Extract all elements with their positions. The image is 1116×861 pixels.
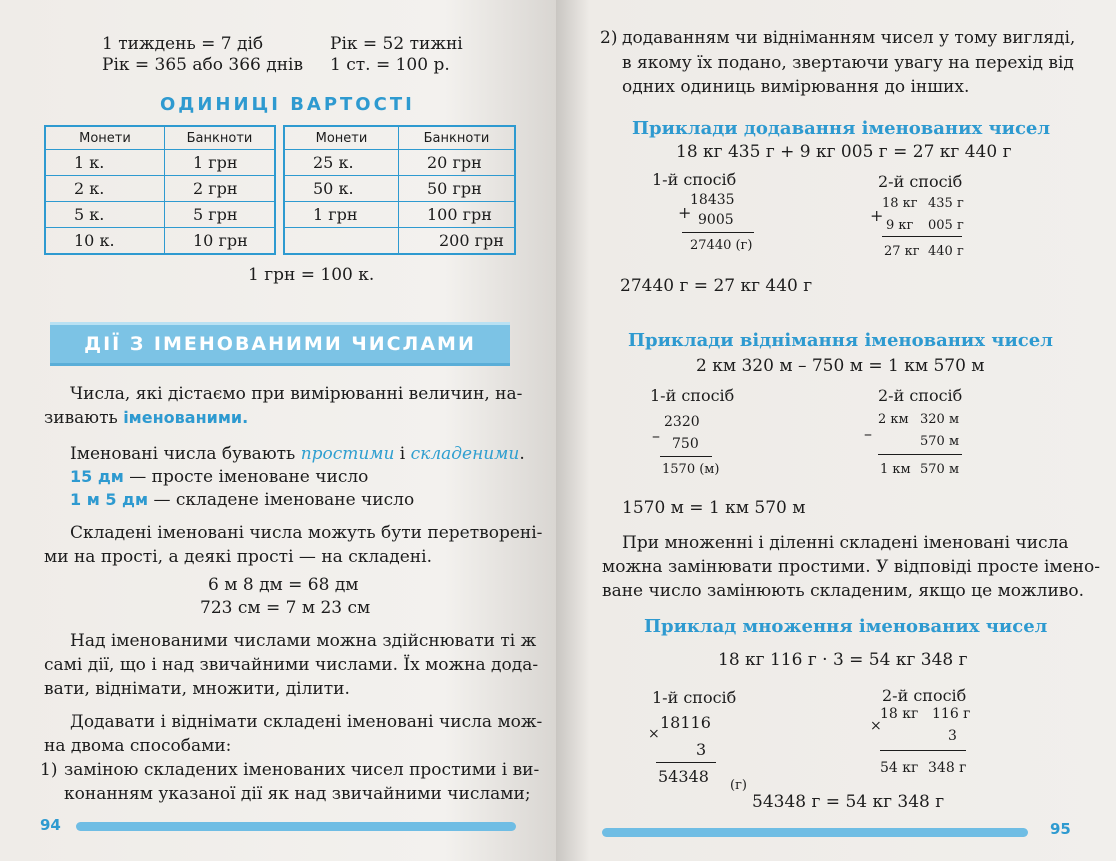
subtraction-2-result-a: 1 км [880, 462, 911, 477]
para-4-line-3: вати, віднімати, множити, ділити. [44, 679, 350, 699]
para-mult-line-2: можна замінювати простими. У відповіді просте імено- [602, 557, 1100, 577]
multiplication-way-2-label: 2-й спосіб [882, 686, 967, 705]
time-row-2-a: Рік = 365 або 366 днів [102, 55, 304, 75]
table-header-cell: Монети [45, 126, 165, 150]
para-1-line-2 [44, 408, 248, 428]
table-cell: 1 грн [165, 150, 276, 176]
table-header-cell: Банкноти [165, 126, 276, 150]
table-cell: 10 к. [45, 228, 165, 255]
para-5-line-1: Додавати і віднімати складені іменовані числа мож- [70, 712, 543, 732]
grn-equation: 1 грн = 100 к. [248, 265, 375, 285]
text-span: зивають [44, 408, 124, 428]
difference-line [878, 454, 962, 455]
subtraction-1-top: 2320 [664, 414, 700, 430]
list-item-1-line-2: конанням указаної дії як над звичайними числами; [64, 784, 531, 804]
difference-line [660, 456, 712, 457]
addition-1-top: 18435 [690, 192, 735, 208]
plus-sign: + [678, 203, 692, 222]
addition-2-bottom-a: 9 кг [886, 218, 914, 233]
multiplication-2-top-a: 18 кг [880, 706, 919, 722]
text-span: — просте іменоване число [123, 467, 369, 487]
time-row-1-b: Рік = 52 тижні [330, 34, 463, 54]
table-row [45, 176, 275, 202]
table-cell: 5 к. [45, 202, 165, 228]
conversion-2: 723 см = 7 м 23 см [200, 598, 371, 618]
table-row [284, 228, 515, 255]
subtraction-2-result-b: 570 м [920, 462, 960, 477]
table-cell: 2 грн [165, 176, 276, 202]
list-item-1-number: 1) [40, 760, 58, 780]
table-cell: 200 грн [399, 228, 516, 255]
sum-line [682, 232, 754, 233]
product-line [656, 762, 716, 763]
sum-line [882, 236, 962, 237]
money-table-1 [44, 125, 276, 255]
multiplication-1-top: 18116 [660, 713, 711, 732]
multiplication-2-top-b: 116 г [932, 706, 971, 722]
subtraction-2-bottom-b: 570 м [920, 434, 960, 449]
times-sign: × [870, 718, 882, 734]
time-row-1-a: 1 тиждень = 7 діб [102, 34, 264, 54]
table-cell: 1 грн [284, 202, 399, 228]
example-simple [70, 467, 368, 487]
para-4-line-2: самі дії, що і над звичайними числами. Їх можна дода- [44, 655, 539, 675]
term-1m5dm: 1 м 5 дм [70, 490, 149, 509]
time-row-2-b: 1 ст. = 100 р. [330, 55, 450, 75]
subtraction-final: 1570 м = 1 км 570 м [622, 498, 806, 518]
times-sign: × [648, 726, 660, 742]
para-3-line-1: Складені іменовані числа можуть бути перетворені- [70, 523, 543, 543]
table-row [45, 228, 275, 255]
para-mult-line-1: При множенні і діленні складені іменовані числа [622, 533, 1069, 553]
table-row [45, 202, 275, 228]
right-page [556, 0, 1116, 861]
addition-2-bottom-b: 005 г [928, 218, 964, 233]
table-cell: 20 грн [399, 150, 516, 176]
table-cell: 50 к. [284, 176, 399, 202]
product-line [880, 750, 966, 751]
para-mult-line-3: ване число замінюють складеним, якщо це можливо. [602, 581, 1085, 601]
table-cell: 2 к. [45, 176, 165, 202]
table-row [284, 176, 515, 202]
para-1-line-1: Числа, які дістаємо при вимірюванні величин, на- [70, 384, 523, 404]
multiplication-1-result: 54348 [658, 767, 709, 786]
multiplication-equation: 18 кг 116 г · 3 = 54 кг 348 г [718, 650, 968, 670]
term-simple: простими [300, 444, 395, 464]
minus-sign: – [652, 426, 660, 445]
text-span: Іменовані числа бувають [70, 444, 301, 464]
table-row [45, 150, 275, 176]
term-named: іменованими. [123, 408, 249, 427]
subtraction-heading: Приклади віднімання іменованих чисел [628, 330, 1053, 351]
table-header-row [45, 126, 275, 150]
table-cell: 50 грн [399, 176, 516, 202]
addition-2-top-b: 435 г [928, 196, 964, 211]
addition-heading: Приклади додавання іменованих чисел [632, 118, 1051, 139]
banner-title: ДІЇ З ІМЕНОВАНИМИ ЧИСЛАМИ [84, 333, 476, 355]
table-cell: 25 к. [284, 150, 399, 176]
subtraction-1-bottom: 750 [672, 436, 699, 452]
para-4-line-1: Над іменованими числами можна здійснювати ті ж [70, 631, 537, 651]
addition-way-1-label: 1-й спосіб [652, 170, 737, 189]
table-cell: 100 грн [399, 202, 516, 228]
subtraction-way-2-label: 2-й спосіб [878, 386, 963, 405]
term-compound: складеними [410, 444, 520, 464]
subtraction-2-top-a: 2 км [878, 412, 909, 427]
addition-1-bottom: 9005 [698, 212, 734, 228]
multiplication-final: 54348 г = 54 кг 348 г [752, 792, 945, 812]
table-cell: 1 к. [45, 150, 165, 176]
table-row [284, 150, 515, 176]
addition-2-top-a: 18 кг [882, 196, 918, 211]
plus-sign: + [870, 206, 884, 225]
footer-bar-right [602, 828, 1028, 837]
multiplication-2-result-a: 54 кг [880, 760, 919, 776]
table-header-cell: Банкноти [399, 126, 516, 150]
multiplication-1-unit: (г) [730, 778, 747, 793]
example-compound [70, 490, 414, 510]
table-cell [284, 228, 399, 255]
section-banner [50, 322, 510, 366]
table-header-cell: Монети [284, 126, 399, 150]
table-row [284, 202, 515, 228]
term-15dm: 15 дм [70, 467, 124, 486]
text-span: . [519, 444, 525, 464]
list-item-2-line-2: в якому їх подано, звертаючи увагу на перехід від [622, 53, 1074, 73]
addition-1-result: 27440 (г) [690, 238, 753, 253]
table-header-row [284, 126, 515, 150]
multiplication-heading: Приклад множення іменованих чисел [644, 616, 1048, 637]
table-cell: 10 грн [165, 228, 276, 255]
list-item-2-number: 2) [600, 28, 618, 48]
para-2 [70, 444, 525, 464]
page-number-right: 95 [1050, 820, 1071, 838]
footer-bar-left [76, 822, 516, 831]
addition-2-result-a: 27 кг [884, 244, 920, 259]
page-number-left: 94 [40, 816, 61, 834]
section-heading-value: ОДИНИЦІ ВАРТОСТІ [160, 94, 415, 115]
addition-way-2-label: 2-й спосіб [878, 172, 963, 191]
subtraction-2-top-b: 320 м [920, 412, 960, 427]
addition-equation: 18 кг 435 г + 9 кг 005 г = 27 кг 440 г [676, 142, 1012, 162]
table-cell: 5 грн [165, 202, 276, 228]
money-table-2 [283, 125, 516, 255]
addition-2-result-b: 440 г [928, 244, 964, 259]
minus-sign: – [864, 424, 872, 443]
multiplication-way-1-label: 1-й спосіб [652, 688, 737, 707]
list-item-2-line-1: додаванням чи відніманням чисел у тому вигляді, [622, 28, 1076, 48]
multiplication-2-bottom: 3 [948, 728, 957, 744]
para-5-line-2: на двома способами: [44, 736, 232, 756]
left-page [0, 0, 556, 861]
multiplication-1-bottom: 3 [696, 740, 707, 759]
addition-final: 27440 г = 27 кг 440 г [620, 276, 813, 296]
subtraction-1-result: 1570 (м) [662, 462, 720, 477]
conversion-1: 6 м 8 дм = 68 дм [208, 575, 359, 595]
subtraction-equation: 2 км 320 м – 750 м = 1 км 570 м [696, 356, 985, 376]
text-span: — складене іменоване число [148, 490, 415, 510]
text-span: і [394, 444, 411, 464]
list-item-1-line-1: заміною складених іменованих чисел простими і ви- [64, 760, 540, 780]
multiplication-2-result-b: 348 г [928, 760, 967, 776]
list-item-2-line-3: одних одиниць вимірювання до інших. [622, 77, 970, 97]
para-3-line-2: ми на прості, а деякі прості — на складені. [44, 547, 432, 567]
subtraction-way-1-label: 1-й спосіб [650, 386, 735, 405]
